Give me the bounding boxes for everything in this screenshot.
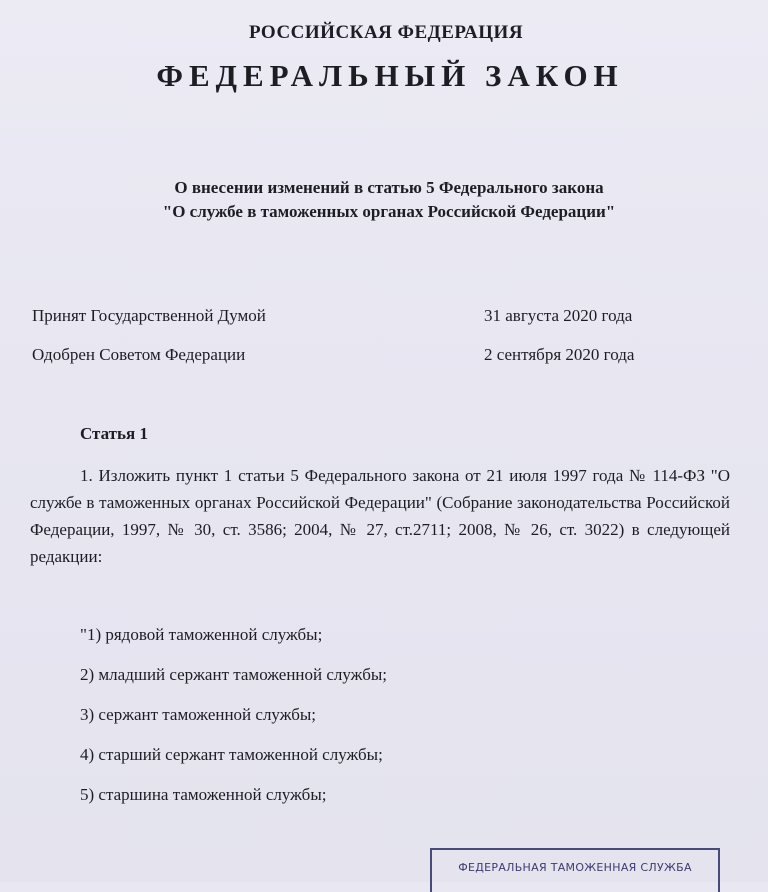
stamp-text: ФЕДЕРАЛЬНАЯ ТАМОЖЕННАЯ СЛУЖБА <box>458 861 692 874</box>
document-type-title: ФЕДЕРАЛЬНЫЙ ЗАКОН <box>156 58 624 93</box>
registration-stamp <box>430 848 720 892</box>
article-paragraph: 1. Изложить пункт 1 статьи 5 Федерального закона от 21 июля 1997 года № 114-ФЗ "О службе в таможенных органах Российской Федерации" (Собрание законодательства Российской Федерации, 1997, № 30, ст. 3586; 2004, № 27, ст.2711; 2008, № 26, ст. 3022) в следующей редакции: <box>30 466 730 566</box>
country-header: РОССИЙСКАЯ ФЕДЕРАЦИЯ <box>248 22 524 43</box>
list-item: "1) рядовой таможенной службы; <box>80 625 323 644</box>
duma-adoption-date: 31 августа 2020 года <box>484 306 633 325</box>
duma-adoption-label: Принят Государственной Думой <box>32 306 266 325</box>
law-subject-line-1: О внесении изменений в статью 5 Федерального закона <box>174 178 604 197</box>
law-subject <box>0 176 768 224</box>
list-item: 4) старший сержант таможенной службы; <box>80 745 383 764</box>
council-approval-date: 2 сентября 2020 года <box>484 345 635 364</box>
list-item: 5) старшина таможенной службы; <box>80 785 327 804</box>
list-item: 2) младший сержант таможенной службы; <box>80 665 387 684</box>
list-item: 3) сержант таможенной службы; <box>80 705 317 724</box>
rank-list <box>80 621 387 821</box>
article-heading: Статья 1 <box>80 424 148 443</box>
adoption-row-duma <box>32 306 672 330</box>
law-subject-line-2: "О службе в таможенных органах Российской Федерации" <box>162 202 616 221</box>
adoption-row-council <box>32 345 672 369</box>
council-approval-label: Одобрен Советом Федерации <box>32 345 246 364</box>
